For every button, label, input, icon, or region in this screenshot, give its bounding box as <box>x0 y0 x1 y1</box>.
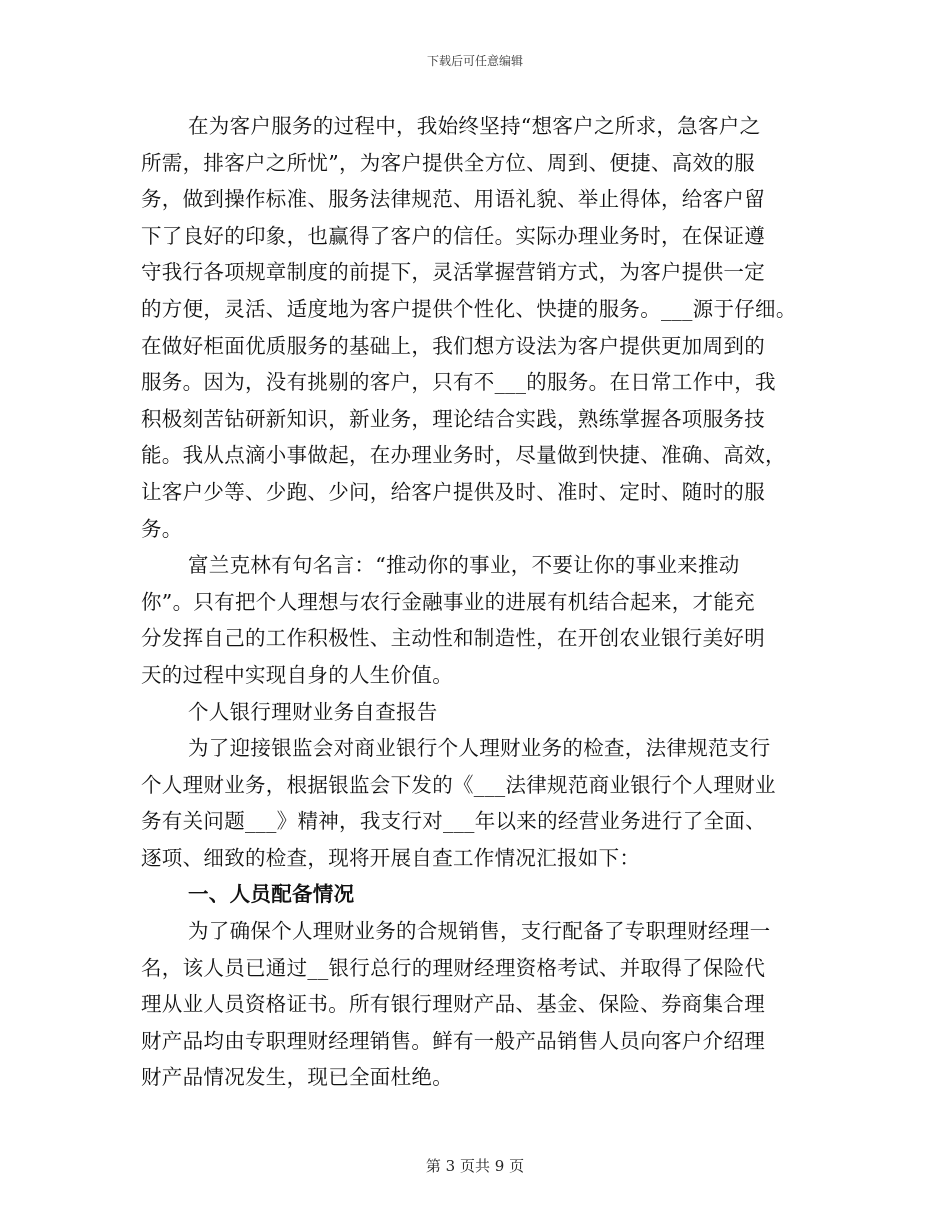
paragraph-line: 务。 <box>141 516 183 541</box>
paragraph-line: 在做好柜面优质服务的基础上，我们想方设法为客户提供更加周到的 <box>141 333 765 358</box>
paragraph-line: 天的过程中实现自身的人生价值。 <box>141 662 453 687</box>
paragraph-line: 的方便，灵活、适度地为客户提供个性化、快捷的服务。___源于仔细。 <box>141 296 797 321</box>
paragraph-line: 守我行各项规章制度的前提下，灵活掌握营销方式，为客户提供一定 <box>141 260 765 285</box>
paragraph-line: 逐项、细致的检查，现将开展自查工作情况汇报如下： <box>141 845 641 870</box>
section-heading: 一、人员配备情况 <box>188 882 355 907</box>
paragraph-line: 你”。只有把个人理想与农行金融事业的进展有机结合起来，才能充 <box>141 589 755 614</box>
paragraph-line: 务，做到操作标准、服务法律规范、用语礼貌、举止得体，给客户留 <box>141 187 765 212</box>
paragraph-line: 理从业人员资格证书。所有银行理财产品、基金、保险、券商集合理 <box>141 992 765 1017</box>
paragraph-line: 积极刻苦钻研新知识，新业务，理论结合实践，熟练掌握各项服务技 <box>141 406 765 431</box>
document-body <box>141 108 831 1096</box>
paragraph-line: 服务。因为，没有挑剔的客户，只有不___的服务。在日常工作中，我 <box>141 370 776 395</box>
paragraph-line: 分发挥自己的工作积极性、主动性和制造性，在开创农业银行美好明 <box>141 626 765 651</box>
paragraph-line: 名，该人员已通过__银行总行的理财经理资格考试、并取得了保险代 <box>141 955 766 980</box>
header-note: 下载后可任意编辑 <box>426 54 523 68</box>
paragraph-line: 让客户少等、少跑、少问，给客户提供及时、准时、定时、随时的服 <box>141 479 765 504</box>
paragraph-line: 富兰克林有句名言：“推动你的事业，不要让你的事业来推动 <box>188 553 740 578</box>
paragraph-line: 下了良好的印象，也赢得了客户的信任。实际办理业务时，在保证遵 <box>141 223 765 248</box>
paragraph-line: 所需，排客户之所忧”，为客户提供全方位、周到、便捷、高效的服 <box>141 150 755 175</box>
page-number: 第 3 页共 9 页 <box>425 1157 525 1175</box>
paragraph-line: 财产品均由专职理财经理销售。鲜有一般产品销售人员向客户介绍理 <box>141 1028 765 1053</box>
paragraph-line: 为了迎接银监会对商业银行个人理财业务的检查，法律规范支行 <box>188 736 771 761</box>
paragraph-line: 为了确保个人理财业务的合规销售，支行配备了专职理财经理一 <box>188 919 771 944</box>
section-title: 个人银行理财业务自查报告 <box>188 699 438 724</box>
paragraph-line: 个人理财业务，根据银监会下发的《___法律规范商业银行个人理财业 <box>141 772 776 797</box>
paragraph-line: 务有关问题___》精神，我支行对___年以来的经营业务进行了全面、 <box>141 809 766 834</box>
paragraph-line: 财产品情况发生，现已全面杜绝。 <box>141 1065 453 1090</box>
paragraph-line: 在为客户服务的过程中，我始终坚持“想客户之所求，急客户之 <box>188 114 761 138</box>
paragraph-line: 能。我从点滴小事做起，在办理业务时，尽量做到快捷、准确、高效， <box>141 443 786 468</box>
